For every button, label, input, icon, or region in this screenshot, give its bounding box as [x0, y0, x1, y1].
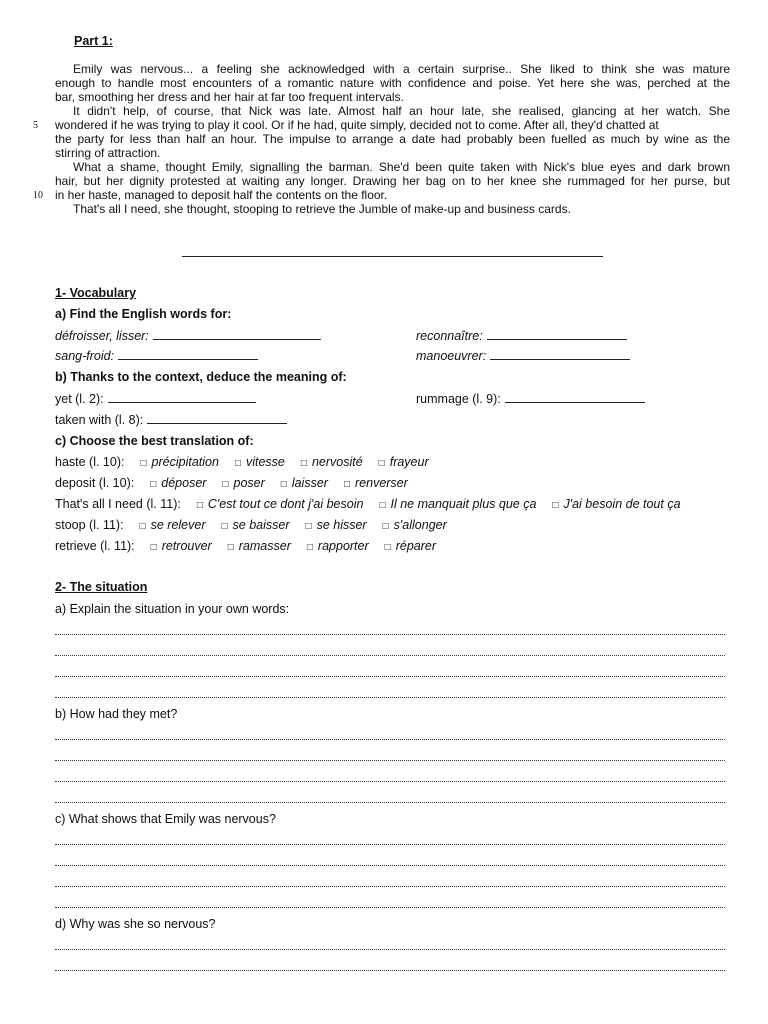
answer-line[interactable]	[55, 696, 725, 698]
answer-blank[interactable]	[118, 348, 258, 360]
checkbox-icon[interactable]: □	[150, 479, 157, 490]
checkbox-icon[interactable]: □	[227, 542, 234, 553]
choice-row	[55, 518, 447, 532]
passage-line: That's all I need, she thought, stooping to retrieve the Jumble of make-up and business cards.	[73, 202, 571, 216]
choice-option[interactable]	[228, 539, 291, 553]
checkbox-icon[interactable]: □	[384, 542, 391, 553]
answer-line[interactable]	[55, 885, 725, 887]
situation-heading: 2- The situation	[55, 580, 148, 594]
passage-line: the party for less than half an hour. The impulse to arrange a date had probably been fuelled as much by wine as the	[55, 132, 730, 146]
choice-option[interactable]	[150, 476, 206, 490]
section-divider	[182, 256, 603, 257]
answer-line[interactable]	[55, 906, 725, 908]
checkbox-icon[interactable]: □	[280, 479, 287, 490]
choice-option[interactable]	[379, 455, 429, 469]
choice-option-label: vitesse	[245, 455, 285, 469]
choice-option[interactable]	[222, 476, 264, 490]
choice-option[interactable]	[140, 455, 218, 469]
situation-question: b) How had they met?	[55, 707, 178, 721]
choice-row	[55, 497, 681, 511]
answer-blank[interactable]	[147, 412, 287, 424]
checkbox-icon[interactable]: □	[379, 500, 386, 511]
line-number-10: 10	[33, 190, 43, 201]
passage-line: stirring of attraction.	[55, 146, 161, 160]
choice-option[interactable]	[307, 539, 369, 553]
choice-row	[55, 455, 429, 469]
answer-blank[interactable]	[108, 391, 256, 403]
checkbox-icon[interactable]: □	[196, 500, 203, 511]
choice-option-label: rapporter	[317, 539, 369, 553]
answer-line[interactable]	[55, 948, 725, 950]
passage-line: Emily was nervous... a feeling she acknowledged with a certain surprise.. She liked to think she was mature	[73, 62, 730, 76]
choice-option[interactable]	[222, 518, 290, 532]
checkbox-icon[interactable]: □	[140, 458, 147, 469]
answer-blank[interactable]	[490, 348, 630, 360]
answer-blank[interactable]	[487, 328, 627, 340]
choice-row-label: stoop (l. 11):	[55, 518, 124, 532]
checkbox-icon[interactable]: □	[382, 521, 389, 532]
answer-line[interactable]	[55, 738, 725, 740]
choice-row-label: deposit (l. 10):	[55, 476, 135, 490]
answer-line[interactable]	[55, 843, 725, 845]
situation-question: c) What shows that Emily was nervous?	[55, 812, 276, 826]
passage-line: hair, but her dignity protested at waiting any longer. Drawing her bag on to her knee she rummaged for her purse, but	[55, 174, 730, 188]
choice-option-label: frayeur	[389, 455, 429, 469]
choice-option-label: ramasser	[238, 539, 291, 553]
choice-option[interactable]	[344, 476, 408, 490]
vocab-a-item-3: sang-froid:	[55, 348, 258, 363]
checkbox-icon[interactable]: □	[305, 521, 312, 532]
vocab-b-item-1: yet (l. 2):	[55, 391, 256, 406]
vocab-c-title: c) Choose the best translation of:	[55, 434, 254, 448]
choice-option-label: réparer	[395, 539, 436, 553]
checkbox-icon[interactable]: □	[552, 500, 559, 511]
passage-line: in her haste, managed to deposit half the contents on the floor.	[55, 188, 388, 202]
answer-blank[interactable]	[153, 328, 321, 340]
vocab-b-item-3: taken with (l. 8):	[55, 412, 287, 427]
choice-row-label: That's all I need (l. 11):	[55, 497, 181, 511]
answer-line[interactable]	[55, 780, 725, 782]
choice-row-label: haste (l. 10):	[55, 455, 125, 469]
answer-line[interactable]	[55, 633, 725, 635]
choice-option-label: s'allonger	[393, 518, 447, 532]
choice-option-label: nervosité	[311, 455, 363, 469]
passage-line: wondered if he was trying to play it cool. Or if he had, quite simply, decided not to come. After all, they'd chatted at	[55, 118, 659, 132]
choice-option[interactable]	[197, 497, 364, 511]
vocab-b-item-2: rummage (l. 9):	[416, 391, 645, 406]
choice-row	[55, 476, 408, 490]
answer-line[interactable]	[55, 654, 725, 656]
checkbox-icon[interactable]: □	[221, 521, 228, 532]
choice-option[interactable]	[385, 539, 436, 553]
passage-line: bar, smoothing her dress and her hair at far too frequent intervals.	[55, 90, 404, 104]
vocab-a-item-1: défroisser, lisser:	[55, 328, 321, 343]
vocabulary-heading: 1- Vocabulary	[55, 286, 137, 300]
vocab-b-title: b) Thanks to the context, deduce the meaning of:	[55, 370, 347, 384]
vocab-a-item-2: reconnaître:	[416, 328, 627, 343]
checkbox-icon[interactable]: □	[222, 479, 229, 490]
vocab-a-item-4: manoeuvrer:	[416, 348, 630, 363]
choice-option[interactable]	[235, 455, 285, 469]
answer-blank[interactable]	[505, 391, 645, 403]
passage-line: What a shame, thought Emily, signalling the barman. She'd been quite taken with Nick's blue eyes and dark brown	[73, 160, 730, 174]
choice-option[interactable]	[383, 518, 447, 532]
choice-option-label: déposer	[161, 476, 207, 490]
checkbox-icon[interactable]: □	[234, 458, 241, 469]
choice-option[interactable]	[151, 539, 212, 553]
choice-row	[55, 539, 436, 553]
answer-line[interactable]	[55, 864, 725, 866]
checkbox-icon[interactable]: □	[343, 479, 350, 490]
choice-option-label: retrouver	[161, 539, 212, 553]
situation-question: d) Why was she so nervous?	[55, 917, 216, 931]
choice-option-label: C'est tout ce dont j'ai besoin	[207, 497, 364, 511]
passage-line: It didn't help, of course, that Nick was late. Almost half an hour late, she realised, glancing at her watch. She	[73, 104, 730, 118]
passage-line: enough to handle most encounters of a romantic nature with confidence and poise. Yet here she was, perched at the	[55, 76, 730, 90]
choice-option-label: précipitation	[151, 455, 219, 469]
choice-row-label: retrieve (l. 11):	[55, 539, 135, 553]
choice-option-label: se baisser	[232, 518, 290, 532]
vocab-a-title: a) Find the English words for:	[55, 307, 232, 321]
answer-line[interactable]	[55, 675, 725, 677]
choice-option[interactable]	[281, 476, 328, 490]
answer-line[interactable]	[55, 969, 725, 971]
answer-line[interactable]	[55, 759, 725, 761]
choice-option-label: se hisser	[316, 518, 367, 532]
choice-option-label: poser	[233, 476, 265, 490]
choice-option-label: renverser	[355, 476, 408, 490]
choice-option-label: J'ai besoin de tout ça	[563, 497, 681, 511]
checkbox-icon[interactable]: □	[139, 521, 146, 532]
part-title: Part 1:	[74, 34, 113, 48]
choice-option[interactable]	[301, 455, 363, 469]
checkbox-icon[interactable]: □	[300, 458, 307, 469]
checkbox-icon[interactable]: □	[150, 542, 157, 553]
choice-option-label: laisser	[291, 476, 328, 490]
choice-option[interactable]	[140, 518, 206, 532]
checkbox-icon[interactable]: □	[306, 542, 313, 553]
choice-option-label: Il ne manquait plus que ça	[390, 497, 537, 511]
choice-option[interactable]	[552, 497, 680, 511]
answer-line[interactable]	[55, 801, 725, 803]
choice-option-label: se relever	[150, 518, 206, 532]
line-number-5: 5	[33, 120, 38, 131]
checkbox-icon[interactable]: □	[378, 458, 385, 469]
choice-option[interactable]	[379, 497, 536, 511]
situation-question: a) Explain the situation in your own words:	[55, 602, 290, 616]
choice-option[interactable]	[306, 518, 367, 532]
